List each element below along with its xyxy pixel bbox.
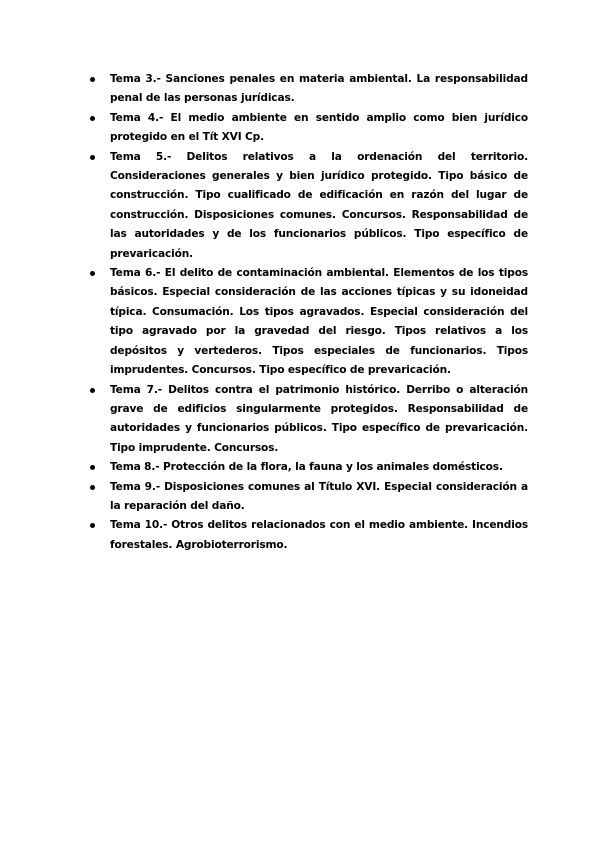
topic-text: Tema 6.- El delito de contaminación ambiental. Elementos de los tipos básicos. Especial consideración de las acciones típicas y su idoneidad típica. Consumación. Los tipos agravados. Especial consideración del tipo agravado por la gravedad del riesgo. Tipos relativos a los depósitos y vertederos. Tipos especiales de funcionarios. Tipos imprudentes. Concursos. Tipo específico de prevaricación. [110,267,528,377]
topic-text: Tema 7.- Delitos contra el patrimonio histórico. Derribo o alteración grave de edificios singularmente protegidos. Responsabilidad de autoridades y funcionarios públicos. Tipo específico de prevaricación. Tipo imprudente. Concursos. [110,383,528,454]
list-item [90,109,528,148]
list-item [90,70,528,109]
topic-list [90,70,528,555]
list-item [90,516,528,555]
list-item [90,264,528,380]
topic-text: Tema 5.- Delitos relativos a la ordenación del territorio. Consideraciones generales y bien jurídico protegido. Tipo básico de construcción. Tipo cualificado de edificación en razón del lugar de construcción. Disposiciones comunes. Concursos. Responsabilidad de las autoridades y de los funcionarios públicos. Tipo específico de prevaricación. [110,150,528,260]
list-item [90,478,528,517]
topic-text: Tema 4.- El medio ambiente en sentido amplio como bien jurídico protegido en el Tít XVI Cp. [110,111,528,144]
list-item [90,381,528,459]
bullet-icon [90,155,95,160]
bullet-icon [90,465,95,470]
bullet-icon [90,388,95,393]
topic-text: Tema 10.- Otros delitos relacionados con el medio ambiente. Incendios forestales. Agrobioterrorismo. [110,519,528,551]
bullet-icon [90,485,95,490]
topic-text: Tema 8.- Protección de la flora, la fauna y los animales domésticos. [110,461,503,474]
topic-text: Tema 9.- Disposiciones comunes al Título XVI. Especial consideración a la reparación del daño. [110,480,528,512]
bullet-icon [90,77,95,82]
list-item [90,148,528,264]
bullet-icon [90,523,95,528]
topic-text: Tema 3.- Sanciones penales en materia ambiental. La responsabilidad penal de las personas jurídicas. [110,73,528,105]
bullet-icon [90,116,95,121]
list-item [90,458,528,477]
bullet-icon [90,271,95,276]
